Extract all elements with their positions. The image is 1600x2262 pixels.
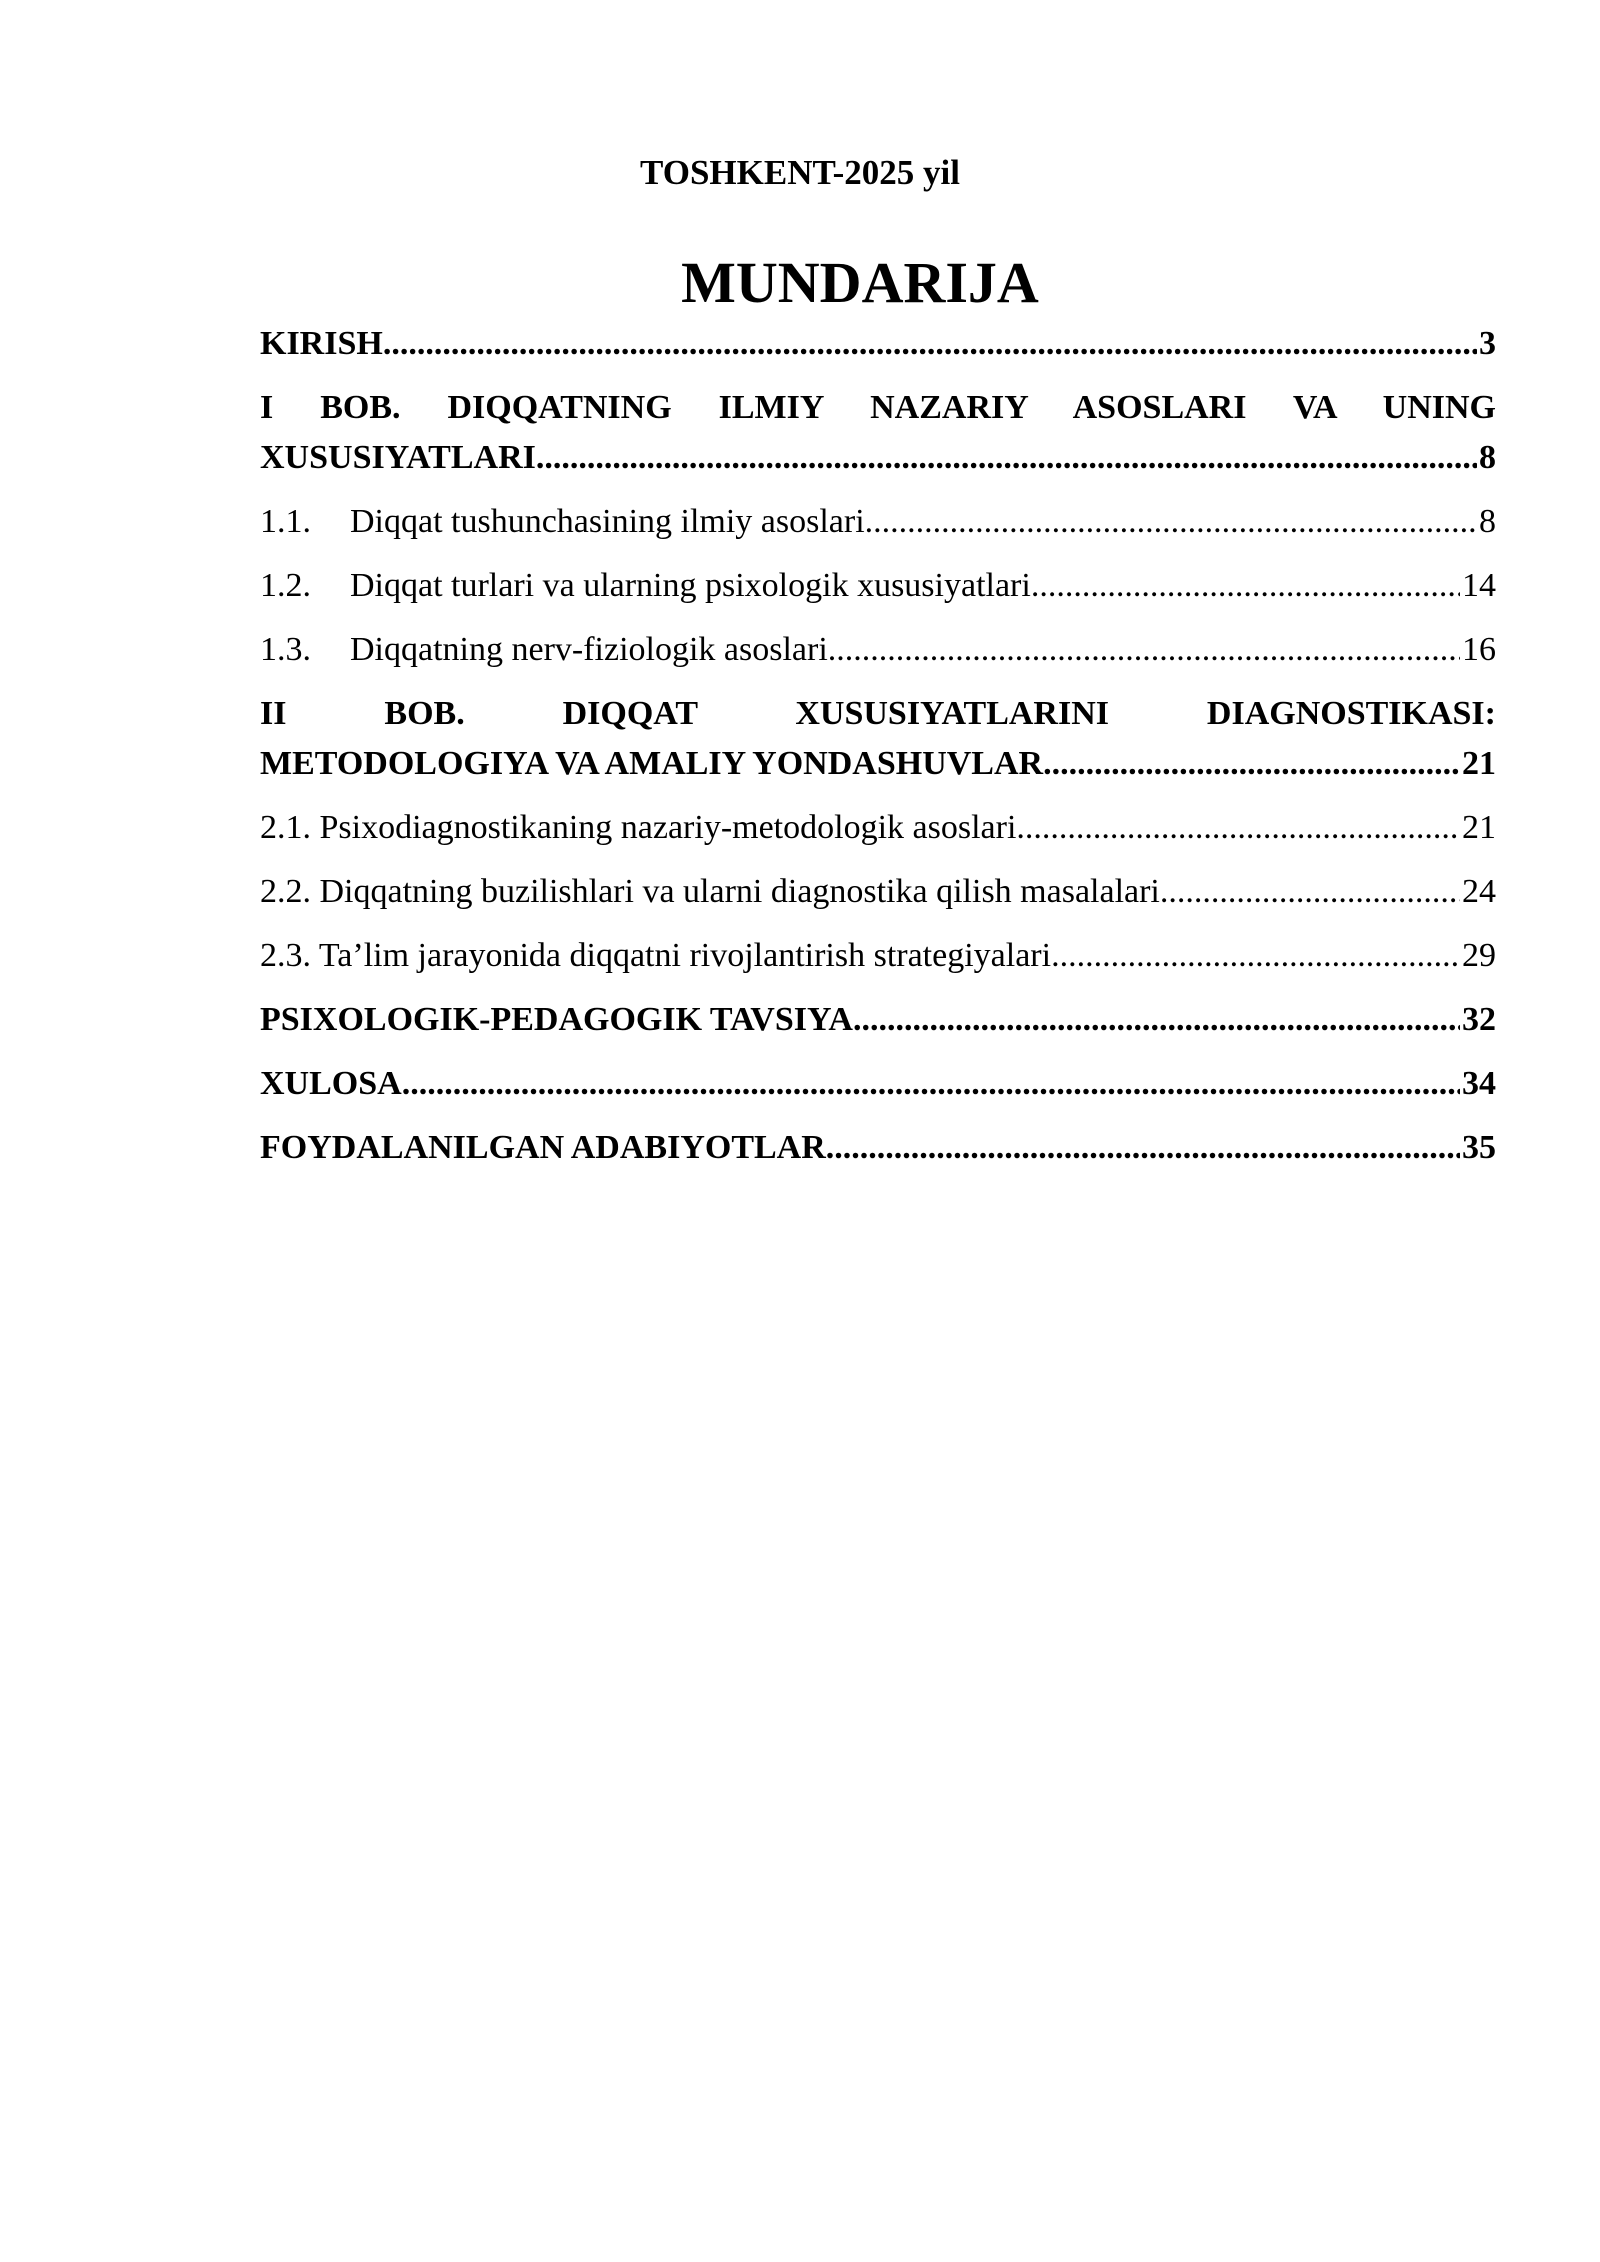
table-of-contents [260,319,1496,1173]
toc-entry-number: 1.1. [260,503,311,540]
toc-entry-page: 8 [1479,503,1496,540]
dot-leader [1031,561,1460,611]
toc-entry-page: 34 [1462,1065,1496,1102]
toc-entry-title-line-1: II BOB. DIQQAT XUSUSIYATLARINI DIAGNOSTIKASI: [260,695,1496,732]
dot-leader [1016,803,1460,853]
dot-leader [1051,931,1460,981]
toc-entry-title: 2.2. Diqqatning buzilishlari va ularni diagnostika qilish masalalari [260,873,1160,910]
toc-entry-page: 32 [1462,1001,1496,1038]
toc-entry-page: 14 [1462,567,1496,604]
toc-entry-xulosa[interactable] [260,1059,1496,1109]
toc-entry-page: 8 [1479,439,1496,476]
dot-leader [828,625,1460,675]
toc-entry-title: FOYDALANILGAN ADABIYOTLAR [260,1129,826,1166]
dot-leader [853,995,1460,1045]
toc-entry-page: 24 [1462,873,1496,910]
toc-entry-page: 35 [1462,1129,1496,1166]
toc-entry-title: Diqqatning nerv-fiziologik asoslari [350,631,828,668]
toc-entry-page: 21 [1462,745,1496,782]
toc-entry-2-2[interactable] [260,867,1496,917]
toc-entry-title: XUSUSIYATLARI [260,439,536,476]
toc-entry-adabiyotlar[interactable] [260,1123,1496,1173]
toc-entry-title: PSIXOLOGIK-PEDAGOGIK TAVSIYA [260,1001,853,1038]
toc-entry-number: 1.3. [260,631,311,668]
toc-entry-page: 21 [1462,809,1496,846]
toc-entry-1-2[interactable] [260,561,1496,611]
toc-entry-kirish[interactable] [260,319,1496,369]
toc-entry-1-1[interactable] [260,497,1496,547]
toc-entry-2-1[interactable] [260,803,1496,853]
dot-leader [536,433,1477,483]
toc-entry-title: 2.3. Ta’lim jarayonida diqqatni rivojlantirish strategiyalari [260,937,1052,974]
toc-entry-page: 29 [1462,937,1496,974]
dot-leader [1043,739,1460,789]
toc-entry-title: 2.1. Psixodiagnostikaning nazariy-metodologik asoslari [260,809,1017,846]
toc-entry-chapter-2[interactable] [260,689,1496,789]
toc-entry-title: METODOLOGIYA VA AMALIY YONDASHUVLAR [260,745,1044,782]
toc-entry-title: KIRISH [260,325,383,362]
dot-leader [865,497,1477,547]
toc-entry-2-3[interactable] [260,931,1496,981]
toc-entry-chapter-1[interactable] [260,383,1496,483]
toc-entry-number: 1.2. [260,567,311,604]
dot-leader [1160,867,1460,917]
header-city-year: TOSHKENT-2025 yil [640,153,960,192]
toc-entry-title: Diqqat tushunchasining ilmiy asoslari [350,503,865,540]
toc-entry-page: 3 [1479,325,1496,362]
toc-title: MUNDARIJA [681,250,1039,315]
dot-leader [383,319,1477,369]
toc-entry-title: Diqqat turlari va ularning psixologik xususiyatlari [350,567,1031,604]
toc-entry-tavsiya[interactable] [260,995,1496,1045]
toc-entry-title-line-1: I BOB. DIQQATNING ILMIY NAZARIY ASOSLARI VA UNING [260,389,1496,426]
dot-leader [826,1123,1460,1173]
toc-entry-title: XULOSA [260,1065,402,1102]
toc-entry-1-3[interactable] [260,625,1496,675]
toc-entry-page: 16 [1462,631,1496,668]
dot-leader [402,1059,1460,1109]
